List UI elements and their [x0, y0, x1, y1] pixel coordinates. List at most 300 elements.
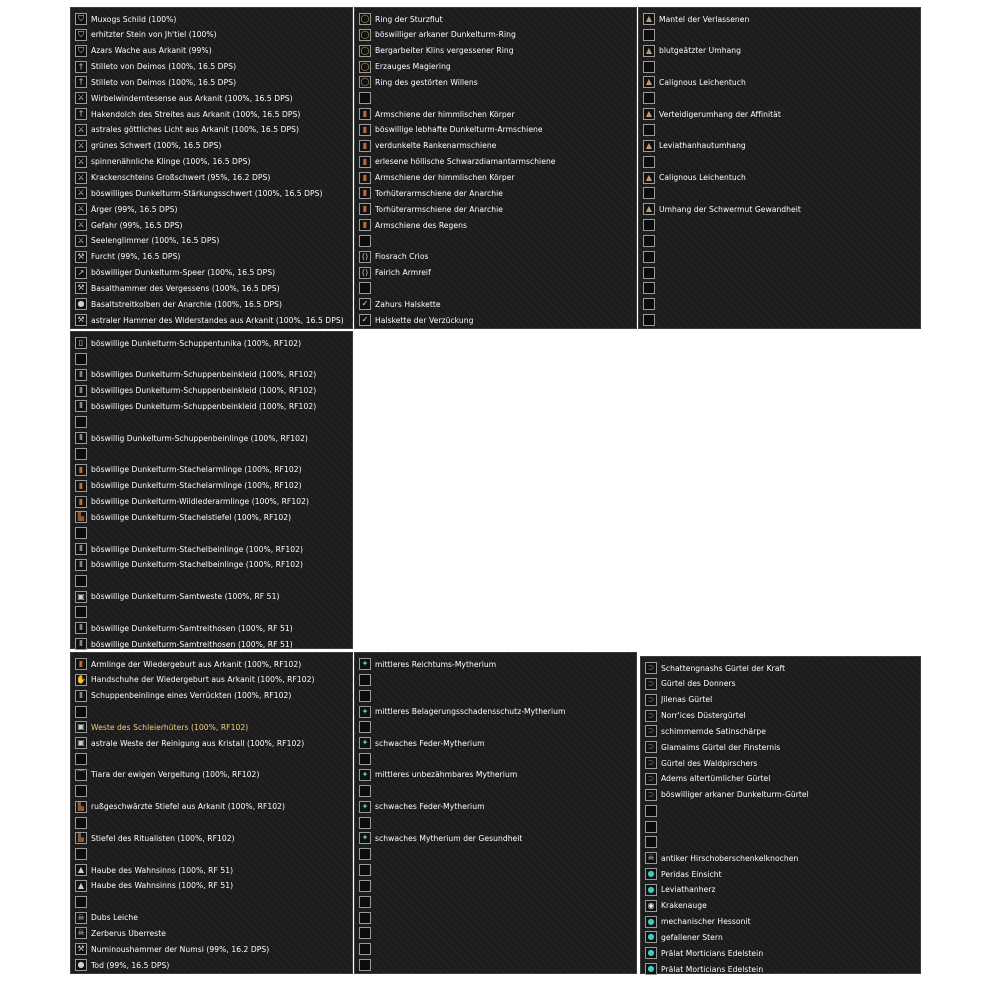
empty-slot-icon[interactable]	[643, 251, 655, 263]
item-label: Basaltstreitkolben der Anarchie (100%, 16.5 DPS)	[91, 299, 283, 309]
empty-inventory-slot[interactable]	[639, 280, 920, 296]
inventory-slot[interactable]	[641, 692, 920, 708]
bone-icon[interactable]: ☠	[645, 852, 657, 864]
empty-slot-icon[interactable]	[359, 235, 371, 247]
bracer-icon[interactable]: ▮	[75, 480, 87, 492]
inventory-slot[interactable]	[71, 383, 352, 399]
empty-inventory-slot[interactable]	[639, 296, 920, 312]
empty-inventory-slot[interactable]	[71, 783, 352, 799]
item-label: mittleres Belagerungsschadensschutz-Mytherium	[375, 707, 566, 717]
empty-inventory-slot[interactable]	[639, 90, 920, 106]
empty-slot-icon[interactable]	[645, 821, 657, 833]
empty-slot-icon[interactable]	[643, 124, 655, 136]
item-label: gefallener Stern	[661, 932, 723, 942]
empty-slot-icon[interactable]	[359, 817, 371, 829]
empty-inventory-slot[interactable]	[71, 351, 352, 367]
cloak-icon[interactable]: ▲	[643, 172, 655, 184]
inventory-slot[interactable]	[71, 11, 352, 27]
necklace-icon[interactable]: ✓	[359, 298, 371, 310]
item-label: Krakenauge	[661, 901, 707, 911]
empty-inventory-slot[interactable]	[355, 925, 636, 941]
sword-icon[interactable]: ⚔	[75, 219, 87, 231]
leggings-icon[interactable]: Ⅱ	[75, 638, 87, 650]
belt-icon[interactable]: ⊃	[645, 678, 657, 690]
inventory-slot[interactable]	[639, 138, 920, 154]
inventory-slot[interactable]	[71, 541, 352, 557]
empty-slot-icon[interactable]	[643, 235, 655, 247]
mace-icon[interactable]: ●	[75, 959, 87, 971]
inventory-slot[interactable]	[71, 296, 352, 312]
empty-inventory-slot[interactable]	[355, 783, 636, 799]
inventory-slot[interactable]	[71, 672, 352, 688]
empty-inventory-slot[interactable]	[355, 941, 636, 957]
sword-icon[interactable]: ⚔	[75, 124, 87, 136]
inventory-slot[interactable]	[71, 154, 352, 170]
inventory-slot[interactable]	[71, 59, 352, 75]
boots-icon[interactable]: ▙	[75, 511, 87, 523]
item-label: böswillige Dunkelturm-Samtreithosen (100%, RF 51)	[91, 623, 293, 633]
leggings-icon[interactable]: Ⅱ	[75, 543, 87, 555]
hood-icon[interactable]: ▲	[75, 864, 87, 876]
hammer-icon[interactable]: ⚒	[75, 943, 87, 955]
inventory-slot[interactable]	[641, 771, 920, 787]
inventory-slot[interactable]	[641, 929, 920, 945]
inventory-slot[interactable]	[71, 636, 352, 652]
empty-inventory-slot[interactable]	[639, 312, 920, 328]
inventory-slot[interactable]	[641, 850, 920, 866]
empty-slot-icon[interactable]	[75, 416, 87, 428]
gem-icon[interactable]: ●	[645, 884, 657, 896]
inventory-slot[interactable]	[641, 787, 920, 803]
axe-icon[interactable]: ⚒	[75, 251, 87, 263]
inventory-slot[interactable]	[71, 233, 352, 249]
empty-slot-icon[interactable]	[359, 690, 371, 702]
inventory-slot[interactable]	[71, 43, 352, 59]
mytherium-icon[interactable]: ✦	[359, 801, 371, 813]
item-label: böswilliges Dunkelturm-Schuppenbeinkleid (100%, RF102)	[91, 386, 317, 396]
empty-inventory-slot[interactable]	[355, 280, 636, 296]
inventory-slot[interactable]	[71, 620, 352, 636]
inventory-slot[interactable]	[71, 830, 352, 846]
empty-slot-icon[interactable]	[643, 29, 655, 41]
empty-inventory-slot[interactable]	[71, 894, 352, 910]
item-label: spinnenähnliche Klinge (100%, 16.5 DPS)	[91, 157, 251, 167]
empty-slot-icon[interactable]	[645, 836, 657, 848]
bracer-icon[interactable]: ▮	[359, 140, 371, 152]
inventory-slot[interactable]	[355, 217, 636, 233]
empty-inventory-slot[interactable]	[641, 834, 920, 850]
inventory-slot[interactable]	[71, 249, 352, 265]
inventory-slot[interactable]	[355, 27, 636, 43]
empty-inventory-slot[interactable]	[639, 217, 920, 233]
inventory-slot[interactable]	[71, 74, 352, 90]
inventory-slot[interactable]	[71, 312, 352, 328]
inventory-slot[interactable]	[641, 914, 920, 930]
inventory-slot[interactable]	[355, 138, 636, 154]
empty-slot-icon[interactable]	[643, 187, 655, 199]
empty-inventory-slot[interactable]	[355, 957, 636, 973]
inventory-slot[interactable]	[639, 170, 920, 186]
belt-icon[interactable]: ⊃	[645, 725, 657, 737]
inventory-slot[interactable]	[641, 866, 920, 882]
inventory-slot[interactable]	[71, 925, 352, 941]
shield-icon[interactable]: ⛉	[75, 45, 87, 57]
empty-slot-icon[interactable]	[359, 880, 371, 892]
hammer-icon[interactable]: ⚒	[75, 314, 87, 326]
inventory-slot[interactable]	[641, 739, 920, 755]
leggings-icon[interactable]: Ⅱ	[75, 400, 87, 412]
empty-slot-icon[interactable]	[75, 706, 87, 718]
inventory-slot[interactable]	[355, 704, 636, 720]
empty-inventory-slot[interactable]	[641, 819, 920, 835]
bracer-icon[interactable]: ▮	[359, 124, 371, 136]
inventory-slot[interactable]	[355, 43, 636, 59]
item-label: Ring des gestörten Willens	[375, 77, 478, 87]
gloves-icon[interactable]: ✋	[76, 674, 86, 684]
empty-inventory-slot[interactable]	[355, 688, 636, 704]
inventory-slot[interactable]	[355, 312, 636, 328]
inventory-slot[interactable]	[355, 265, 636, 281]
empty-slot-icon[interactable]	[643, 156, 655, 168]
tunic-icon[interactable]: ▯	[75, 337, 87, 349]
bracer-icon[interactable]: ▮	[75, 464, 87, 476]
vest-icon[interactable]: ▣	[75, 721, 87, 733]
item-label: Norr'ices Düstergürtel	[661, 711, 746, 721]
inventory-slot[interactable]	[71, 656, 352, 672]
leggings-icon[interactable]: Ⅱ	[75, 432, 87, 444]
inventory-slot[interactable]	[71, 27, 352, 43]
empty-slot-icon[interactable]	[359, 927, 371, 939]
empty-inventory-slot[interactable]	[355, 233, 636, 249]
inventory-slot[interactable]	[71, 478, 352, 494]
mytherium-icon[interactable]: ✦	[359, 658, 371, 670]
inventory-slot[interactable]	[639, 43, 920, 59]
empty-inventory-slot[interactable]	[639, 265, 920, 281]
bracer-icon[interactable]: ▮	[359, 172, 371, 184]
empty-inventory-slot[interactable]	[639, 185, 920, 201]
belt-icon[interactable]: ⊃	[645, 757, 657, 769]
empty-slot-icon[interactable]	[359, 896, 371, 908]
cloak-icon[interactable]: ▲	[643, 140, 655, 152]
inventory-slot[interactable]	[71, 398, 352, 414]
inventory-slot[interactable]	[71, 557, 352, 573]
item-label: schwaches Feder-Mytherium	[375, 738, 485, 748]
inventory-slot[interactable]	[639, 106, 920, 122]
inventory-slot[interactable]	[355, 296, 636, 312]
belt-icon[interactable]: ⊃	[645, 662, 657, 674]
mytherium-icon[interactable]: ✦	[359, 706, 371, 718]
ring-icon[interactable]: ◯	[360, 29, 370, 39]
cloak-icon[interactable]: ▲	[643, 45, 655, 57]
inventory-slot[interactable]	[355, 735, 636, 751]
inventory-slot[interactable]	[641, 755, 920, 771]
sword-icon[interactable]: ⚔	[75, 235, 87, 247]
inventory-slot[interactable]	[355, 201, 636, 217]
item-label: schimmernde Satinschärpe	[661, 726, 767, 736]
empty-slot-icon[interactable]	[643, 219, 655, 231]
empty-inventory-slot[interactable]	[71, 604, 352, 620]
gem-icon[interactable]: ●	[645, 931, 657, 943]
empty-slot-icon[interactable]	[359, 721, 371, 733]
inventory-slot[interactable]	[641, 945, 920, 961]
cloak-icon[interactable]: ▲	[643, 203, 655, 215]
sword-icon[interactable]: ⚔	[75, 156, 87, 168]
inventory-slot[interactable]	[355, 122, 636, 138]
inventory-slot[interactable]	[355, 11, 636, 27]
inventory-slot[interactable]	[71, 462, 352, 478]
empty-inventory-slot[interactable]	[355, 751, 636, 767]
vest-icon[interactable]: ▣	[75, 737, 87, 749]
inventory-slot[interactable]	[71, 367, 352, 383]
necklace-icon[interactable]: ✓	[359, 314, 371, 326]
belt-icon[interactable]: ⊃	[645, 773, 657, 785]
vest-icon[interactable]: ▣	[75, 591, 87, 603]
inventory-slot[interactable]	[71, 799, 352, 815]
inventory-slot[interactable]	[355, 830, 636, 846]
item-label: böswilliger arkaner Dunkelturm-Gürtel	[661, 790, 809, 800]
bracer-icon[interactable]: ▮	[359, 187, 371, 199]
empty-inventory-slot[interactable]	[71, 815, 352, 831]
boots-icon[interactable]: ▙	[75, 832, 87, 844]
item-label: verdunkelte Rankenarmschiene	[375, 141, 497, 151]
inventory-slot[interactable]	[71, 335, 352, 351]
skull-icon[interactable]: ☠	[75, 927, 87, 939]
empty-slot-icon[interactable]	[359, 92, 371, 104]
empty-inventory-slot[interactable]	[639, 154, 920, 170]
inventory-slot[interactable]	[641, 676, 920, 692]
empty-slot-icon[interactable]	[75, 606, 87, 618]
inventory-slot[interactable]	[71, 430, 352, 446]
cloak-icon[interactable]: ▲	[643, 13, 655, 25]
inventory-slot[interactable]	[71, 90, 352, 106]
belt-icon[interactable]: ⊃	[645, 694, 657, 706]
inventory-slot[interactable]	[71, 138, 352, 154]
inventory-slot[interactable]	[71, 106, 352, 122]
gem-icon[interactable]: ●	[645, 963, 657, 975]
gem-icon[interactable]: ●	[645, 868, 657, 880]
empty-slot-icon[interactable]	[359, 674, 371, 686]
empty-inventory-slot[interactable]	[355, 719, 636, 735]
ring-icon[interactable]: ◯	[360, 61, 370, 71]
sword-icon[interactable]: ⚔	[75, 140, 87, 152]
mytherium-icon[interactable]: ✦	[359, 832, 371, 844]
empty-inventory-slot[interactable]	[71, 446, 352, 462]
cloak-icon[interactable]: ▲	[643, 108, 655, 120]
inventory-slot[interactable]	[71, 509, 352, 525]
item-label: Dubs Leiche	[91, 913, 138, 923]
inventory-slot[interactable]	[355, 59, 636, 75]
gem-icon[interactable]: ●	[645, 947, 657, 959]
eye-gem-icon[interactable]: ◉	[645, 900, 657, 912]
inventory-slot[interactable]	[355, 106, 636, 122]
bracer-icon[interactable]: ▮	[359, 219, 371, 231]
gem-icon[interactable]: ●	[645, 916, 657, 928]
inventory-slot[interactable]	[71, 719, 352, 735]
empty-slot-icon[interactable]	[75, 896, 87, 908]
item-label: Leviathanherz	[661, 885, 716, 895]
empty-slot-icon[interactable]	[359, 943, 371, 955]
empty-slot-icon[interactable]	[359, 753, 371, 765]
inventory-slot[interactable]	[71, 735, 352, 751]
inventory-slot[interactable]	[639, 201, 920, 217]
sword-icon[interactable]: ⚔	[75, 172, 87, 184]
empty-slot-icon[interactable]	[359, 848, 371, 860]
empty-inventory-slot[interactable]	[355, 878, 636, 894]
inventory-slot[interactable]	[355, 767, 636, 783]
empty-slot-icon[interactable]	[359, 959, 371, 971]
bracer-icon[interactable]: ▮	[359, 156, 371, 168]
item-label: Schuppenbeinlinge eines Verrückten (100%, RF102)	[91, 691, 292, 701]
inventory-slot[interactable]	[71, 201, 352, 217]
inventory-slot[interactable]	[71, 265, 352, 281]
spear-icon[interactable]: ↗	[75, 267, 87, 279]
inventory-slot[interactable]	[641, 660, 920, 676]
inventory-slot[interactable]	[71, 170, 352, 186]
inventory-slot[interactable]	[641, 961, 920, 977]
ring-icon[interactable]: ◯	[360, 45, 370, 55]
belt-icon[interactable]: ⊃	[645, 789, 657, 801]
leggings-icon[interactable]: Ⅱ	[75, 385, 87, 397]
empty-inventory-slot[interactable]	[355, 910, 636, 926]
empty-slot-icon[interactable]	[75, 575, 87, 587]
inventory-slot[interactable]	[71, 910, 352, 926]
scythe-icon[interactable]: ⚔	[75, 92, 87, 104]
empty-slot-icon[interactable]	[643, 267, 655, 279]
tiara-icon[interactable]: ⌒	[77, 769, 85, 779]
belt-icon[interactable]: ⊃	[645, 741, 657, 753]
inventory-slot[interactable]	[355, 799, 636, 815]
leggings-icon[interactable]: Ⅱ	[75, 369, 87, 381]
dagger-icon[interactable]: †	[75, 61, 87, 73]
empty-inventory-slot[interactable]	[355, 894, 636, 910]
bracer-icon[interactable]: ▮	[75, 658, 87, 670]
inventory-slot[interactable]	[71, 862, 352, 878]
ring-icon[interactable]: ◯	[360, 77, 370, 87]
inventory-slot[interactable]	[71, 878, 352, 894]
empty-slot-icon[interactable]	[75, 353, 87, 365]
empty-inventory-slot[interactable]	[641, 803, 920, 819]
empty-inventory-slot[interactable]	[639, 249, 920, 265]
mytherium-icon[interactable]: ✦	[359, 737, 371, 749]
shield-icon[interactable]: ⛉	[75, 13, 87, 25]
bracer-icon[interactable]: ▮	[359, 108, 371, 120]
inventory-slot[interactable]	[641, 882, 920, 898]
empty-inventory-slot[interactable]	[71, 704, 352, 720]
empty-slot-icon[interactable]	[359, 912, 371, 924]
skull-icon[interactable]: ☠	[75, 912, 87, 924]
sword-icon[interactable]: ⚔	[75, 187, 87, 199]
empty-slot-icon[interactable]	[645, 805, 657, 817]
item-label: Handschuhe der Wiedergeburt aus Arkanit (100%, RF102)	[91, 675, 315, 685]
inventory-slot[interactable]	[355, 656, 636, 672]
empty-slot-icon[interactable]	[75, 848, 87, 860]
empty-slot-icon[interactable]	[75, 448, 87, 460]
empty-slot-icon[interactable]	[359, 864, 371, 876]
inventory-slot[interactable]	[71, 185, 352, 201]
inventory-slot[interactable]	[355, 249, 636, 265]
empty-slot-icon[interactable]	[75, 817, 87, 829]
empty-inventory-slot[interactable]	[639, 27, 920, 43]
inventory-slot[interactable]	[71, 589, 352, 605]
empty-slot-icon[interactable]	[643, 92, 655, 104]
inventory-slot[interactable]	[71, 494, 352, 510]
inventory-slot[interactable]	[71, 957, 352, 973]
sword-icon[interactable]: ⚔	[75, 203, 87, 215]
inventory-slot[interactable]	[641, 708, 920, 724]
empty-inventory-slot[interactable]	[71, 525, 352, 541]
empty-slot-icon[interactable]	[75, 527, 87, 539]
empty-inventory-slot[interactable]	[639, 233, 920, 249]
inventory-slot[interactable]	[639, 74, 920, 90]
belt-icon[interactable]: ⊃	[645, 710, 657, 722]
empty-inventory-slot[interactable]	[71, 751, 352, 767]
empty-inventory-slot[interactable]	[355, 815, 636, 831]
item-label: Schattengnashs Gürtel der Kraft	[661, 663, 786, 673]
empty-inventory-slot[interactable]	[639, 59, 920, 75]
leggings-icon[interactable]: Ⅱ	[75, 622, 87, 634]
inventory-slot[interactable]	[355, 154, 636, 170]
empty-inventory-slot[interactable]	[355, 862, 636, 878]
empty-slot-icon[interactable]	[75, 753, 87, 765]
boots-icon[interactable]: ▙	[75, 801, 87, 813]
empty-inventory-slot[interactable]	[71, 414, 352, 430]
inventory-slot[interactable]	[71, 280, 352, 296]
item-label: böswilliges Dunkelturm-Stärkungsschwert (100%, 16.5 DPS)	[91, 188, 323, 198]
inventory-slot[interactable]	[639, 11, 920, 27]
inventory-slot[interactable]	[641, 898, 920, 914]
mytherium-icon[interactable]: ✦	[359, 769, 371, 781]
empty-inventory-slot[interactable]	[355, 90, 636, 106]
cloak-icon[interactable]: ▲	[643, 76, 655, 88]
empty-inventory-slot[interactable]	[71, 573, 352, 589]
empty-inventory-slot[interactable]	[355, 672, 636, 688]
empty-inventory-slot[interactable]	[355, 846, 636, 862]
empty-slot-icon[interactable]	[643, 314, 655, 326]
inventory-slot[interactable]	[71, 122, 352, 138]
empty-slot-icon[interactable]	[643, 282, 655, 294]
inventory-slot[interactable]	[71, 217, 352, 233]
inventory-slot[interactable]	[641, 723, 920, 739]
inventory-slot[interactable]	[355, 170, 636, 186]
bracer-icon[interactable]: ▮	[359, 203, 371, 215]
empty-inventory-slot[interactable]	[71, 846, 352, 862]
empty-inventory-slot[interactable]	[639, 122, 920, 138]
empty-slot-icon[interactable]	[359, 785, 371, 797]
shield-icon[interactable]: ⛉	[75, 29, 87, 41]
leggings-icon[interactable]: Ⅱ	[75, 690, 87, 702]
empty-slot-icon[interactable]	[75, 785, 87, 797]
mace-icon[interactable]: ●	[75, 298, 87, 310]
empty-slot-icon[interactable]	[643, 298, 655, 310]
inventory-slot[interactable]	[355, 185, 636, 201]
item-label: schwaches Mytherium der Gesundheit	[375, 833, 523, 843]
armring-icon[interactable]: ()	[359, 251, 371, 263]
inventory-slot[interactable]	[71, 941, 352, 957]
inventory-slot[interactable]	[355, 74, 636, 90]
empty-slot-icon[interactable]	[359, 282, 371, 294]
dagger-icon[interactable]: †	[75, 108, 87, 120]
leggings-icon[interactable]: Ⅱ	[75, 559, 87, 571]
hammer-icon[interactable]: ⚒	[75, 282, 87, 294]
hood-icon[interactable]: ▲	[75, 880, 87, 892]
inventory-slot[interactable]	[71, 767, 352, 783]
dagger-icon[interactable]: †	[75, 76, 87, 88]
ring-icon[interactable]: ◯	[360, 14, 370, 23]
armring-icon[interactable]: ()	[359, 267, 371, 279]
empty-slot-icon[interactable]	[643, 61, 655, 73]
bracer-icon[interactable]: ▮	[75, 496, 87, 508]
inventory-slot[interactable]	[71, 688, 352, 704]
